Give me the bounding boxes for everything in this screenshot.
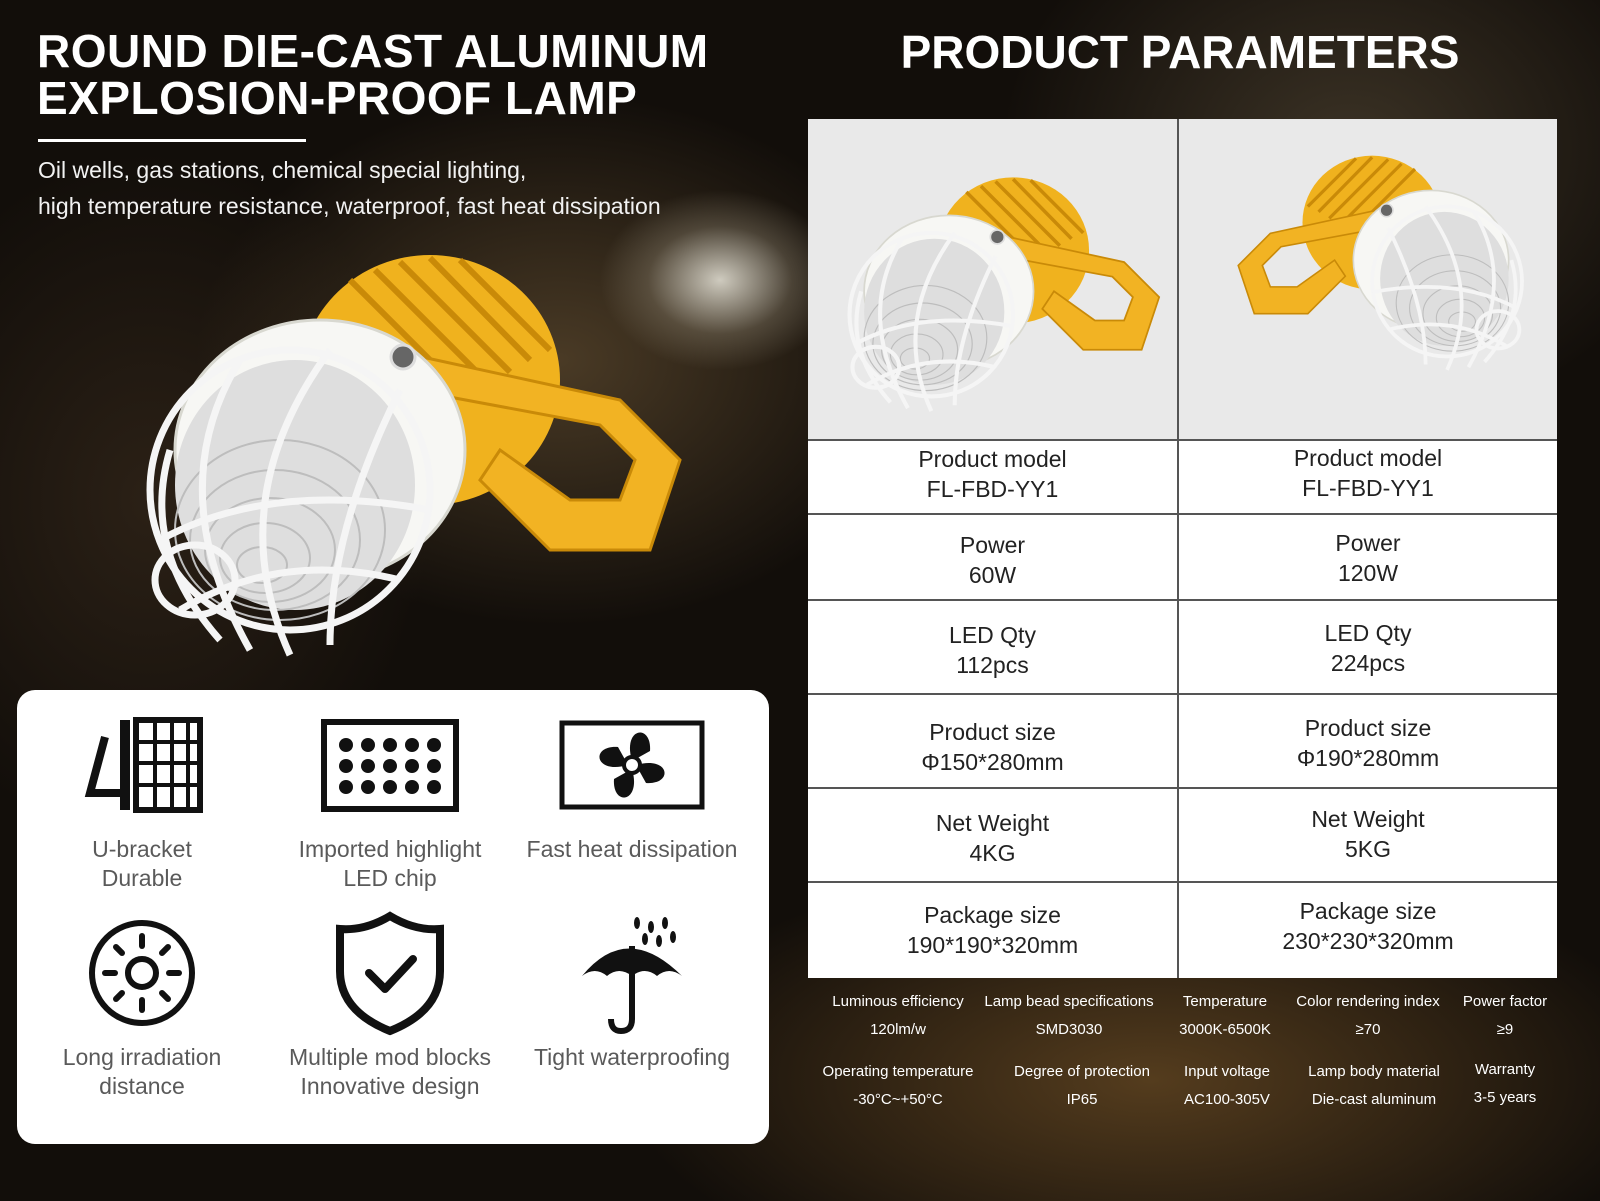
param-cell xyxy=(1179,713,1557,773)
spec-value: SMD3030 xyxy=(1035,1021,1103,1038)
spec-key: Power factor xyxy=(1462,993,1548,1010)
feature-label: Fast heat dissipation xyxy=(526,836,738,862)
param-label: Package size xyxy=(924,902,1061,928)
fan-icon xyxy=(507,710,757,820)
param-value: 4KG xyxy=(969,840,1016,866)
spec-key: Temperature xyxy=(1182,993,1268,1010)
spec-key: Input voltage xyxy=(1184,1063,1270,1080)
spec-item xyxy=(984,993,1154,1039)
sun-icon xyxy=(17,918,267,1028)
product-image-60w xyxy=(808,119,1177,439)
params-table xyxy=(808,119,1557,978)
spec-key: Operating temperature xyxy=(822,1063,974,1080)
param-cell xyxy=(808,808,1177,868)
spec-item xyxy=(813,993,983,1039)
param-label: Net Weight xyxy=(935,810,1050,836)
param-label: Power xyxy=(959,532,1026,558)
title-underline xyxy=(38,139,306,142)
spec-value: Die-cast aluminum xyxy=(1311,1091,1437,1108)
feature-label: Innovative design xyxy=(300,1073,480,1099)
param-label: LED Qty xyxy=(949,622,1036,648)
spec-key: Luminous efficiency xyxy=(832,993,964,1010)
shield-check-icon xyxy=(265,918,515,1028)
feature-label: Long irradiation xyxy=(62,1044,222,1070)
feature-shield xyxy=(265,918,515,1101)
param-value: 5KG xyxy=(1344,836,1392,862)
param-value: 112pcs xyxy=(956,652,1029,678)
spec-value: 3000K-6500K xyxy=(1179,1021,1271,1038)
feature-sun xyxy=(17,918,267,1101)
spec-key: Degree of protection xyxy=(1014,1063,1150,1080)
param-value: 224pcs xyxy=(1330,650,1406,676)
param-cell xyxy=(808,530,1177,590)
feature-label: U-bracket xyxy=(92,836,192,862)
param-value: FL-FBD-YY1 xyxy=(926,476,1059,502)
spec-item xyxy=(813,1063,983,1109)
params-title: PRODUCT PARAMETERS xyxy=(900,26,1460,78)
param-label: Net Weight xyxy=(1311,806,1425,832)
param-cell xyxy=(1179,443,1557,503)
param-cell xyxy=(808,620,1177,680)
product-image-120w xyxy=(1179,119,1557,439)
row-divider xyxy=(808,881,1557,883)
u-bracket-icon xyxy=(17,710,267,820)
param-cell xyxy=(1179,618,1557,678)
spec-item xyxy=(1142,1063,1312,1109)
spec-value: AC100-305V xyxy=(1184,1091,1270,1108)
param-label: Product model xyxy=(1293,445,1443,471)
feature-label: Multiple mod blocks xyxy=(289,1044,491,1070)
param-cell xyxy=(808,444,1177,504)
spec-key: Lamp body material xyxy=(1308,1063,1440,1080)
row-divider xyxy=(808,599,1557,601)
param-label: Power xyxy=(1335,530,1401,556)
feature-u-bracket xyxy=(17,710,267,893)
spec-key: Warranty xyxy=(1474,1061,1536,1078)
spec-value: IP65 xyxy=(1066,1091,1098,1108)
feature-label: distance xyxy=(99,1073,185,1099)
subtitle-line-1: Oil wells, gas stations, chemical special lighting, xyxy=(38,157,527,183)
param-value: Φ150*280mm xyxy=(921,749,1064,775)
led-chip-icon xyxy=(265,710,515,820)
param-value: Φ190*280mm xyxy=(1296,745,1440,771)
param-value: 230*230*320mm xyxy=(1282,928,1454,954)
param-cell xyxy=(808,717,1177,777)
param-label: Product size xyxy=(1304,715,1432,741)
product-title xyxy=(37,25,737,124)
spec-value: ≥70 xyxy=(1355,1021,1381,1038)
hero-lamp-image xyxy=(100,250,700,690)
param-value: FL-FBD-YY1 xyxy=(1302,475,1434,501)
param-cell xyxy=(1179,896,1557,956)
feature-label: Imported highlight xyxy=(298,836,482,862)
param-value: 120W xyxy=(1337,560,1399,586)
feature-umbrella xyxy=(507,918,757,1072)
param-cell xyxy=(808,900,1177,960)
spec-item xyxy=(1420,993,1590,1039)
feature-label: Tight waterproofing xyxy=(533,1044,731,1070)
row-divider xyxy=(808,513,1557,515)
title-line-1: ROUND DIE-CAST ALUMINUM xyxy=(37,25,709,77)
spec-value: ≥9 xyxy=(1496,1021,1514,1038)
spec-key: Lamp bead specifications xyxy=(984,993,1154,1010)
feature-fan xyxy=(507,710,757,864)
param-cell xyxy=(1179,528,1557,588)
param-value: 190*190*320mm xyxy=(906,932,1079,958)
param-label: Package size xyxy=(1299,898,1437,924)
feature-led-chip xyxy=(265,710,515,893)
spec-item xyxy=(1420,1061,1590,1107)
feature-label: LED chip xyxy=(343,865,437,891)
row-divider xyxy=(808,693,1557,695)
umbrella-icon xyxy=(507,918,757,1028)
product-subtitle xyxy=(38,152,768,224)
spec-value: -30°C~+50°C xyxy=(853,1091,943,1108)
feature-label: Durable xyxy=(101,865,183,891)
param-label: LED Qty xyxy=(1324,620,1412,646)
title-line-2: EXPLOSION-PROOF LAMP xyxy=(37,72,638,124)
row-divider xyxy=(808,439,1557,441)
param-label: Product model xyxy=(918,446,1067,472)
param-label: Product size xyxy=(929,719,1056,745)
spec-value: 120lm/w xyxy=(870,1021,926,1038)
subtitle-line-2: high temperature resistance, waterproof, fast heat dissipation xyxy=(38,193,661,219)
row-divider xyxy=(808,787,1557,789)
spec-key: Color rendering index xyxy=(1296,993,1440,1010)
spec-value: 3-5 years xyxy=(1473,1089,1537,1106)
param-cell xyxy=(1179,804,1557,864)
features-panel xyxy=(17,690,769,1144)
param-value: 60W xyxy=(968,562,1017,588)
